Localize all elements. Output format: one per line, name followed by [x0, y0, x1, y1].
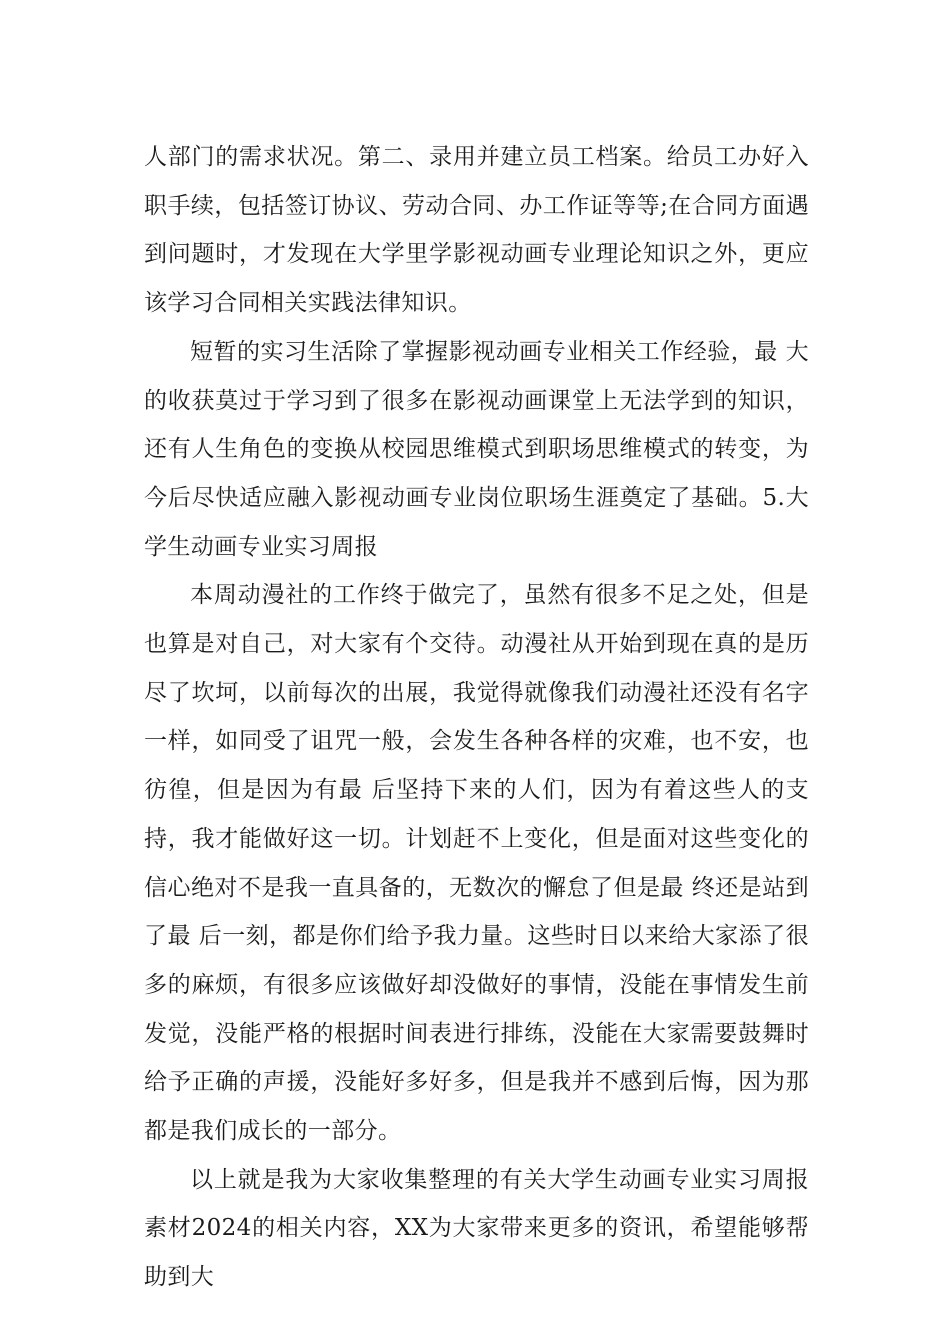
document-body	[144, 133, 809, 1302]
paragraph-3: 本周动漫社的工作终于做完了，虽然有很多不足之处，但是也算是对自己，对大家有个交待。动漫社从开始到现在真的是历尽了坎坷，以前每次的出展，我觉得就像我们动漫社还没有名字一样，如同受了诅咒一般，会发生各种各样的灾难，也不安，也彷徨，但是因为有最 后坚持下来的人们，因为有着这些人的支持，我才能做好这一切。计划赶不上变化，但是面对这些变化的信心绝对不是我一直具备的，无数次的懈怠了但是最 终还是站到了最 后一刻，都是你们给予我力量。这些时日以来给大家添了很多的麻烦，有很多应该做好却没做好的事情，没能在事情发生前发觉，没能严格的根据时间表进行排练，没能在大家需要鼓舞时给予正确的声援，没能好多好多，但是我并不感到后悔，因为那都是我们成长的一部分。	[144, 582, 809, 1145]
paragraph-1: 人部门的需求状况。第二、录用并建立员工档案。给员工办好入职手续，包括签订协议、劳动合同、办工作证等等;在合同方面遇到问题时，才发现在大学里学影视动画专业理论知识之外，更应该学习合同相关实践法律知识。	[144, 144, 809, 317]
paragraph-2: 短暂的实习生活除了掌握影视动画专业相关工作经验，最 大的收获莫过于学习到了很多在影视动画课堂上无法学到的知识，还有人生角色的变换从校园思维模式到职场思维模式的转变，为今后尽快适应融入影视动画专业岗位职场生涯奠定了基础。5.大学生动画专业实习周报	[144, 338, 809, 560]
paragraph-4: 以上就是我为大家收集整理的有关大学生动画专业实习周报素材2024的相关内容，XX为大家带来更多的资讯，希望能够帮助到大	[144, 1166, 809, 1291]
